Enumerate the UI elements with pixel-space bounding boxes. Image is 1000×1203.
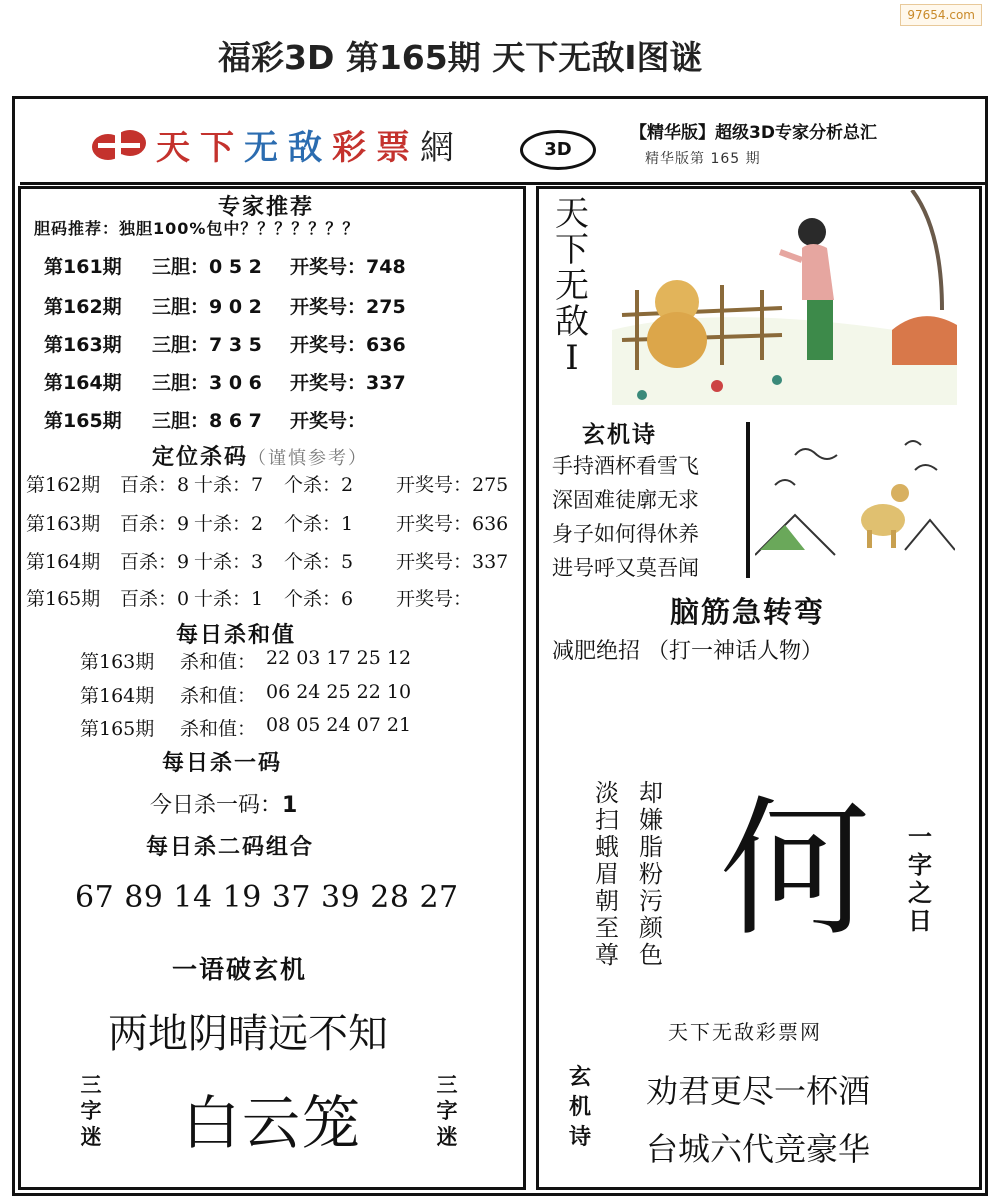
poem-line: 身子如何得休养 <box>552 522 699 546</box>
sum-label: 杀和值： <box>180 718 257 740</box>
kill-heading-text: 定位杀码 <box>152 445 249 470</box>
shi-kill: 十杀：7 <box>194 474 264 496</box>
expert-heading: 专家推荐 <box>218 195 315 220</box>
poem-line: 深固难徒廓无求 <box>552 488 699 512</box>
sum-heading: 每日杀和值 <box>176 623 297 648</box>
period: 第163期 <box>80 651 155 673</box>
three-char-label-left: 三字迷 <box>80 1073 102 1149</box>
brain-question: 减肥绝招 （打一神话人物） <box>552 639 823 664</box>
kill-note: （谨慎参考） <box>248 448 369 469</box>
kill-one-label: 今日杀一码： <box>150 793 283 818</box>
dan-value: 三胆：3 0 6 <box>152 372 262 394</box>
site-name: 天下无敌彩票网 <box>668 1020 822 1044</box>
logo-text-part: 天下 <box>156 128 244 168</box>
dan-value: 三胆：9 0 2 <box>152 296 262 318</box>
logo-text-part: 網 <box>420 128 464 168</box>
draw-value: 开奖号：636 <box>396 513 509 535</box>
ge-kill: 个杀：2 <box>284 474 354 496</box>
draw-value: 开奖号： <box>396 588 473 610</box>
kill-two-heading: 每日杀二码组合 <box>146 835 315 860</box>
banner <box>20 100 986 185</box>
period: 第164期 <box>44 372 122 394</box>
bai-kill: 百杀：9 <box>120 513 190 535</box>
edition-label: 【精华版】超级3D专家分析总汇 <box>630 123 877 143</box>
sum-values: 08 05 24 07 21 <box>266 714 412 736</box>
period: 第164期 <box>80 685 155 707</box>
divider <box>746 422 750 578</box>
sum-label: 杀和值： <box>180 685 257 707</box>
cp-logo-icon <box>90 125 148 165</box>
draw-value: 开奖号： <box>290 410 367 432</box>
site-tag[interactable]: 97654.com <box>900 4 982 26</box>
poem-heading: 玄机诗 <box>582 422 657 448</box>
illustration-dog <box>755 425 955 585</box>
kill-two-values: 67 89 14 19 37 39 28 27 <box>75 880 459 915</box>
site-logo <box>90 120 464 169</box>
kill-one-value: 1 <box>282 793 298 818</box>
riddle-heading: 一语破玄机 <box>172 955 308 984</box>
dan-line: 胆码推荐：独胆100%包中？？？？？？？ <box>34 219 360 238</box>
bai-kill: 百杀：8 <box>120 474 190 496</box>
three-char-label-right: 三字迷 <box>436 1073 458 1149</box>
shi-kill: 十杀：2 <box>194 513 264 535</box>
big-character: 何 <box>720 783 871 957</box>
period: 第162期 <box>44 296 122 318</box>
shi-kill: 十杀：1 <box>194 588 264 610</box>
illustration-man <box>612 190 957 405</box>
draw-value: 开奖号：337 <box>290 372 406 394</box>
vertical-title: 天下无敌Ⅰ <box>555 194 589 378</box>
sum-label: 杀和值： <box>180 651 257 673</box>
bai-kill: 百杀：0 <box>120 588 190 610</box>
page-title: 福彩3D 第165期 天下无敌Ⅰ图谜 <box>218 38 703 77</box>
period: 第163期 <box>44 334 122 356</box>
poem-line: 进号呼又莫吾闻 <box>552 556 699 580</box>
period: 第165期 <box>80 718 155 740</box>
period: 第162期 <box>26 474 101 496</box>
period: 第164期 <box>26 551 101 573</box>
vertical-poem-left: 淡扫蛾眉朝至尊 <box>595 779 619 969</box>
bai-kill: 百杀：9 <box>120 551 190 573</box>
riddle-line: 两地阴晴远不知 <box>108 1011 388 1057</box>
kill-heading <box>152 440 368 471</box>
yizi-label: 一字之日 <box>908 823 932 935</box>
draw-value: 开奖号：636 <box>290 334 406 356</box>
dan-value: 三胆：8 6 7 <box>152 410 262 432</box>
3d-badge-icon: 3D <box>520 130 596 170</box>
brain-heading: 脑筋急转弯 <box>670 595 826 629</box>
logo-text-part: 彩票 <box>332 128 420 168</box>
xj-label: 玄机诗 <box>568 1065 591 1150</box>
poem2-line: 台城六代竞豪华 <box>646 1130 871 1168</box>
ge-kill: 个杀：5 <box>284 551 354 573</box>
issue-line: 精华版第 165 期 <box>645 151 761 167</box>
three-char-answer: 白云笼 <box>182 1089 363 1157</box>
ge-kill: 个杀：6 <box>284 588 354 610</box>
draw-value: 开奖号：275 <box>290 296 406 318</box>
period: 第163期 <box>26 513 101 535</box>
period: 第165期 <box>44 410 122 432</box>
draw-value: 开奖号：748 <box>290 256 406 278</box>
draw-value: 开奖号：275 <box>396 474 509 496</box>
sum-values: 22 03 17 25 12 <box>266 647 412 669</box>
sum-values: 06 24 25 22 10 <box>266 681 412 703</box>
period: 第165期 <box>26 588 101 610</box>
ge-kill: 个杀：1 <box>284 513 354 535</box>
draw-value: 开奖号：337 <box>396 551 509 573</box>
dan-value: 三胆：0 5 2 <box>152 256 262 278</box>
poem-line: 手持酒杯看雪飞 <box>552 454 699 478</box>
vertical-poem-right: 却嫌脂粉污颜色 <box>639 779 663 969</box>
period: 第161期 <box>44 256 122 278</box>
kill-one-heading: 每日杀一码 <box>162 751 283 776</box>
poem2-line: 劝君更尽一杯酒 <box>646 1072 871 1110</box>
dan-value: 三胆：7 3 5 <box>152 334 262 356</box>
kill-one-line <box>150 788 297 819</box>
logo-text-part: 无敌 <box>244 128 332 168</box>
shi-kill: 十杀：3 <box>194 551 264 573</box>
logo-text <box>156 120 464 169</box>
